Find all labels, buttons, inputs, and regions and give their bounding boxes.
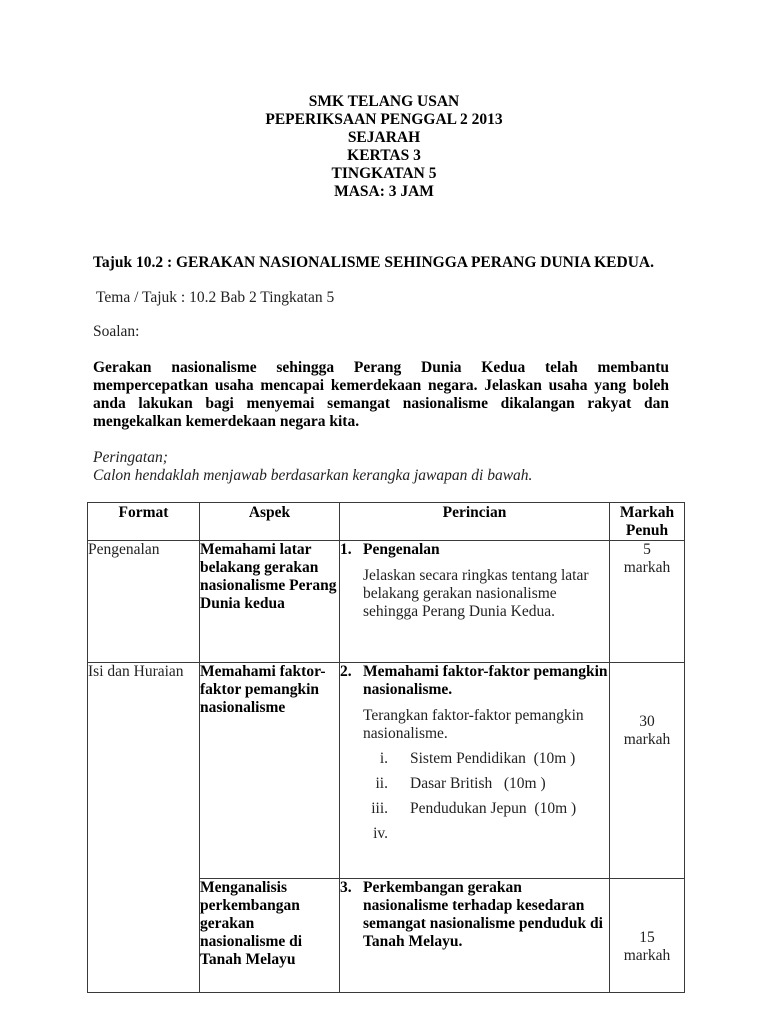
list-item bbox=[363, 800, 609, 818]
school-name: SMK TELANG USAN bbox=[308, 93, 460, 110]
header-format: Format bbox=[88, 503, 200, 541]
perincian-cell bbox=[340, 879, 610, 993]
list-item bbox=[363, 775, 609, 793]
aspek-cell: Memahami faktor-faktor pemangkin nasionalisme bbox=[200, 663, 340, 879]
exam-header bbox=[0, 93, 768, 201]
item-number: 2. bbox=[340, 663, 352, 680]
list-item-text: Dasar British (10m ) bbox=[410, 775, 546, 792]
table-row bbox=[88, 663, 685, 879]
roman-numeral: iv. bbox=[373, 825, 388, 842]
markah-unit: markah bbox=[623, 559, 671, 576]
subject-name: SEJARAH bbox=[347, 129, 421, 146]
markah-cell bbox=[610, 879, 685, 993]
numbered-item bbox=[340, 663, 609, 843]
warning-text: Calon hendaklah menjawab berdasarkan kerangka jawapan di bawah. bbox=[93, 467, 533, 484]
list-item-text: Sistem Pendidikan (10m ) bbox=[410, 750, 576, 767]
format-cell: Pengenalan bbox=[88, 541, 200, 663]
aspek-cell: Menganalisis perkembangan gerakan nasionalisme di Tanah Melayu bbox=[200, 879, 340, 993]
paper-number: KERTAS 3 bbox=[347, 147, 421, 164]
item-description: Jelaskan secara ringkas tentang latar belakang gerakan nasionalisme sehingga Perang Dunia Kedua. bbox=[363, 567, 589, 620]
header-perincian: Perincian bbox=[340, 503, 610, 541]
item-number: 3. bbox=[340, 879, 352, 896]
roman-numeral: ii. bbox=[375, 775, 388, 792]
markah-unit: markah bbox=[623, 947, 671, 964]
format-cell: Isi dan Huraian bbox=[88, 663, 200, 993]
exam-duration: MASA: 3 JAM bbox=[334, 183, 434, 200]
item-body bbox=[363, 879, 609, 951]
list-item-text: Pendudukan Jepun (10m ) bbox=[410, 800, 577, 817]
numbered-item bbox=[340, 879, 609, 951]
question-label: Soalan: bbox=[93, 323, 140, 340]
theme-line: Tema / Tajuk : 10.2 Bab 2 Tingkatan 5 bbox=[96, 289, 335, 306]
item-heading: Pengenalan bbox=[363, 541, 440, 558]
table-header-row bbox=[88, 503, 685, 541]
perincian-cell bbox=[340, 541, 610, 663]
item-body bbox=[363, 541, 609, 621]
aspek-cell: Memahami latar belakang gerakan nasionalisme Perang Dunia kedua bbox=[200, 541, 340, 663]
markah-unit: markah bbox=[623, 731, 671, 748]
perincian-cell bbox=[340, 663, 610, 879]
item-description: Terangkan faktor-faktor pemangkin nasionalisme. bbox=[363, 707, 584, 742]
warning-title: Peringatan; bbox=[93, 449, 168, 466]
markah-cell bbox=[610, 663, 685, 879]
item-heading: Memahami faktor-faktor pemangkin nasionalisme. bbox=[363, 663, 608, 698]
topic-title: Tajuk 10.2 : GERAKAN NASIONALISME SEHINGGA PERANG DUNIA KEDUA. bbox=[93, 254, 654, 271]
form-level: TINGKATAN 5 bbox=[331, 165, 437, 182]
exam-title: PEPERIKSAAN PENGGAL 2 2013 bbox=[265, 111, 503, 128]
table-row bbox=[88, 541, 685, 663]
markah-cell bbox=[610, 541, 685, 663]
numbered-item bbox=[340, 541, 609, 621]
answer-framework-table bbox=[87, 502, 685, 993]
header-markah: Markah Penuh bbox=[610, 503, 685, 541]
question-text: Gerakan nasionalisme sehingga Perang Dunia Kedua telah membantu mempercepatkan usaha mencapai kemerdekaan negara. Jelaskan usaha yang boleh anda lakukan bagi menyemai semangat nasionalisme dikalangan rakyat dan mengekalkan kemerdekaan negara kita. bbox=[93, 359, 669, 430]
markah-value: 5 bbox=[643, 541, 651, 558]
header-aspek: Aspek bbox=[200, 503, 340, 541]
item-heading: Perkembangan gerakan nasionalisme terhadap kesedaran semangat nasionalisme penduduk di Tanah Melayu. bbox=[363, 879, 603, 950]
markah-value: 15 bbox=[639, 929, 655, 946]
roman-numeral: iii. bbox=[371, 800, 388, 817]
item-number: 1. bbox=[340, 541, 352, 558]
list-item bbox=[363, 825, 609, 843]
list-item bbox=[363, 750, 609, 768]
item-body bbox=[363, 663, 609, 843]
markah-value: 30 bbox=[639, 713, 655, 730]
roman-numeral: i. bbox=[379, 750, 388, 767]
